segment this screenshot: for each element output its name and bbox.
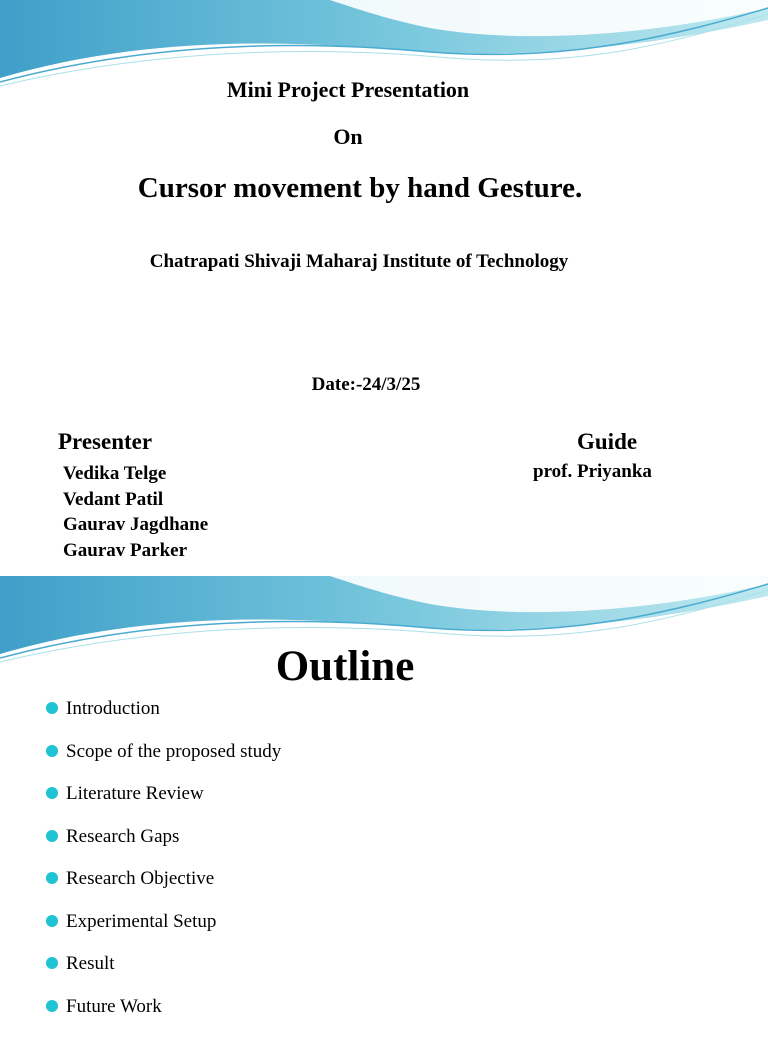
outline-item-label: Introduction <box>66 698 160 719</box>
bullet-icon <box>46 702 58 714</box>
outline-item-label: Result <box>66 953 115 974</box>
guide-heading: Guide <box>577 429 638 454</box>
presenter-list <box>63 461 208 564</box>
presenter-name: Gaurav Jagdhane <box>63 514 209 536</box>
outline-item-label: Future Work <box>66 995 162 1017</box>
bullet-icon <box>46 872 58 884</box>
project-title: Cursor movement by hand Gesture. <box>137 172 583 204</box>
presenter-name: Vedant Patil <box>63 488 164 510</box>
presentation-date: Date:-24/3/25 <box>311 374 421 395</box>
bullet-icon <box>46 915 58 927</box>
bullet-icon <box>46 830 58 842</box>
guide-name: prof. Priyanka <box>533 461 652 482</box>
on-label: On <box>333 124 363 149</box>
presenter-name: Gaurav Parker <box>63 540 188 562</box>
presenter-heading: Presenter <box>58 429 153 454</box>
bullet-icon <box>46 957 58 969</box>
outline-item-label: Literature Review <box>66 783 204 804</box>
outline-item-label: Scope of the proposed study <box>66 740 282 762</box>
bullet-icon <box>46 745 58 757</box>
outline-item-label: Research Objective <box>66 868 215 889</box>
bullet-icon <box>46 787 58 799</box>
presenter-name: Vedika Telge <box>63 463 167 484</box>
institute-name: Chatrapati Shivaji Maharaj Institute of Technology <box>149 251 569 272</box>
outline-title: Outline <box>275 643 415 690</box>
bullet-icon <box>46 1000 58 1012</box>
outline-item-label: Research Gaps <box>66 825 180 847</box>
outline-item-label: Experimental Setup <box>66 910 217 932</box>
presentation-heading: Mini Project Presentation <box>226 77 470 102</box>
